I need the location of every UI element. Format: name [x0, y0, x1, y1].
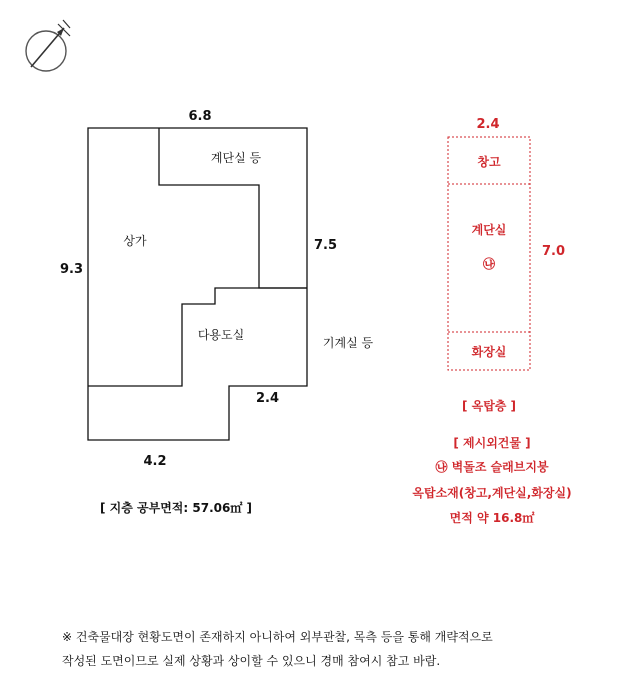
compass-north-icon	[26, 20, 70, 71]
basement-dim-bottom: 4.2	[143, 454, 167, 469]
room-label-store: 상가	[123, 234, 147, 248]
caption-prefix: [ 지층 공부면적:	[100, 501, 193, 515]
rooftop-desc-line2: ㉯ 벽돌조 슬래브지붕	[435, 460, 549, 474]
room-label-stairs: 계단실 등	[210, 151, 262, 165]
rooftop-room-stairs: 계단실	[471, 223, 507, 237]
rooftop-area-label: 면적 약	[449, 511, 493, 525]
rooftop-desc-line1: [ 제시외건물 ]	[453, 436, 531, 450]
caption-suffix: ]	[242, 501, 253, 515]
basement-dim-step: 2.4	[256, 391, 280, 406]
rooftop-area-value: 16.8㎡	[492, 511, 535, 525]
rooftop-room-storage: 창고	[477, 155, 501, 169]
rooftop-plan	[448, 137, 530, 370]
rooftop-desc-line4	[450, 510, 536, 525]
basement-dim-top: 6.8	[188, 109, 212, 124]
rooftop-desc-line3: 옥탑소재(창고,계단실,화장실)	[412, 486, 572, 500]
note-line2: 작성된 도면이므로 실제 상황과 상이할 수 있으니 경매 참여시 참고 바람.	[62, 654, 441, 668]
rooftop-dim-top: 2.4	[476, 117, 500, 132]
caption-value: 57.06㎡	[192, 501, 243, 515]
basement-dim-right: 7.5	[314, 238, 338, 253]
rooftop-outline	[448, 137, 530, 370]
rooftop-dim-right: 7.0	[542, 244, 566, 259]
basement-dim-left: 9.3	[60, 262, 84, 277]
room-label-machine: 기계실 등	[322, 336, 374, 350]
rooftop-title: [ 옥탑층 ]	[461, 399, 517, 413]
basement-area-caption	[100, 500, 252, 515]
room-label-multi: 다용도실	[197, 328, 245, 342]
note-line1: ※ 건축물대장 현황도면이 존재하지 아니하여 외부관찰, 목측 등을 통해 개략적으로	[62, 630, 493, 644]
rooftop-room-toilet: 화장실	[471, 345, 507, 359]
rooftop-marker: ㉯	[482, 257, 496, 271]
